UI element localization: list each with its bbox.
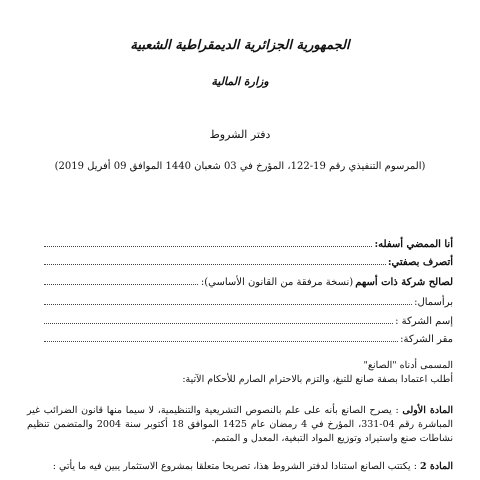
article-text: : يصرح الصانع بأنه على علم بالنصوص التشريعية والتنظيمية، لا سيما منها قانون الضرائب غير المباشرة رقم 04-331، المؤرخ في 4 رمضان عام 1425 الموافق 18 أكتوبر سنة 2004 والمتضمن تنظيم نشاطات صنع واستيراد وتوزيع المواد التبغية، المعدل و المتمم. (27, 405, 453, 444)
field-company-name (44, 311, 453, 327)
field-capacity (44, 252, 453, 268)
field-headquarters (44, 329, 453, 345)
fill-line (44, 254, 386, 265)
fill-line (44, 294, 412, 305)
republic-heading: الجمهورية الجزائرية الديمقراطية الشعبية (130, 38, 350, 53)
field-label: أتصرف بصفتي: (387, 257, 453, 268)
article-1 (27, 404, 453, 446)
fill-line (44, 236, 372, 247)
article-text: : يكتتب الصانع استنادا لدفتر الشروط هذا، تصريحا متعلقا بمشروع الاستثمار يبين فيه ما يأتي : (52, 461, 417, 472)
article-2 (27, 460, 453, 474)
field-capital (44, 292, 453, 308)
fill-line (44, 274, 198, 285)
field-label: برأسمال: (414, 297, 453, 308)
article-label: المادة 2 (419, 461, 453, 472)
decree-reference: (المرسوم التنفيذي رقم 19-122، المؤرخ في 03 شعبان 1440 الموافق 09 أفريل 2019) (54, 161, 426, 172)
intro-request: أطلب اعتمادا بصفة صانع للتبغ، والتزم بالاحترام الصارم للأحكام الآتية: (182, 374, 453, 385)
article-label: المادة الأولى (402, 405, 453, 416)
intro-designation: المسمى أدناه "الصانع" (363, 360, 453, 371)
field-signatory (44, 234, 453, 250)
field-label: أنا الممضي أسفله: (374, 239, 453, 250)
field-label: لصالح شركة ذات أسهم (355, 277, 453, 288)
fill-line (44, 331, 398, 342)
field-label: مقر الشركة: (400, 334, 453, 345)
fill-line (44, 313, 393, 324)
field-company-type (44, 272, 453, 288)
document-title: دفتر الشروط (209, 128, 271, 141)
field-label: إسم الشركة : (395, 316, 453, 327)
ministry-heading: وزارة المالية (211, 75, 269, 88)
field-note: (نسخة مرفقة من القانون الأساسي): (200, 277, 354, 288)
